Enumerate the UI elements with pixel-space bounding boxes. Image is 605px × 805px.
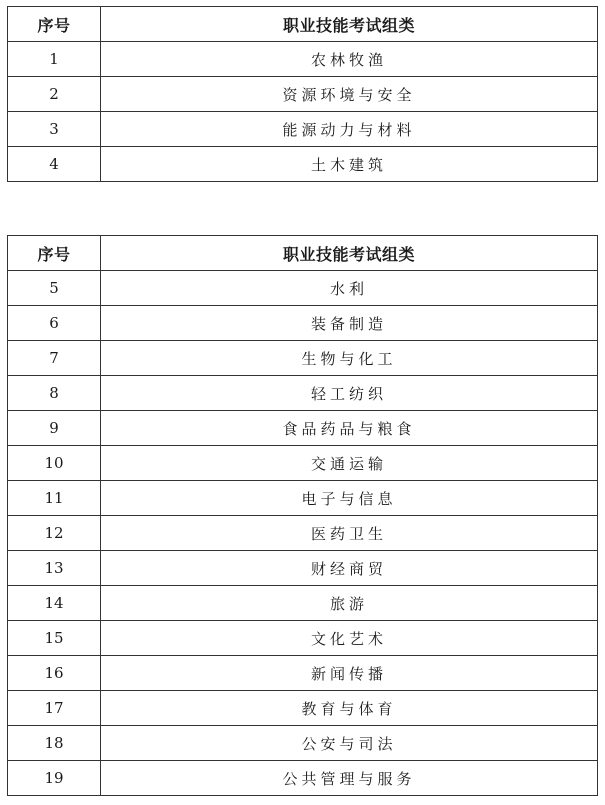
exam-category-cell: 轻工纺织 xyxy=(101,376,598,411)
exam-category-cell: 电子与信息 xyxy=(101,481,598,516)
serial-number-cell: 2 xyxy=(8,77,101,112)
serial-number-cell: 15 xyxy=(8,621,101,656)
table-row xyxy=(8,761,598,796)
table-row xyxy=(8,77,598,112)
table-row xyxy=(8,656,598,691)
table-row xyxy=(8,726,598,761)
serial-number-cell: 10 xyxy=(8,446,101,481)
exam-category-cell: 装备制造 xyxy=(101,306,598,341)
exam-category-cell: 财经商贸 xyxy=(101,551,598,586)
exam-category-cell: 文化艺术 xyxy=(101,621,598,656)
exam-category-cell: 生物与化工 xyxy=(101,341,598,376)
table-row xyxy=(8,112,598,147)
serial-number-cell: 5 xyxy=(8,271,101,306)
table-row xyxy=(8,691,598,726)
exam-category-cell: 水利 xyxy=(101,271,598,306)
table-row xyxy=(8,516,598,551)
exam-category-cell: 公共管理与服务 xyxy=(101,761,598,796)
exam-category-cell: 土木建筑 xyxy=(101,147,598,182)
serial-number-cell: 11 xyxy=(8,481,101,516)
exam-category-cell: 医药卫生 xyxy=(101,516,598,551)
column-header-serial-number: 序号 xyxy=(8,236,101,271)
table-row xyxy=(8,481,598,516)
table-row xyxy=(8,306,598,341)
table-row xyxy=(8,147,598,182)
table-row xyxy=(8,621,598,656)
exam-category-cell: 新闻传播 xyxy=(101,656,598,691)
table-row xyxy=(8,411,598,446)
serial-number-cell: 4 xyxy=(8,147,101,182)
table-row xyxy=(8,271,598,306)
table-row xyxy=(8,551,598,586)
exam-category-table-1 xyxy=(7,6,598,182)
exam-category-cell: 公安与司法 xyxy=(101,726,598,761)
table-row xyxy=(8,586,598,621)
exam-category-cell: 交通运输 xyxy=(101,446,598,481)
serial-number-cell: 18 xyxy=(8,726,101,761)
exam-category-cell: 旅游 xyxy=(101,586,598,621)
serial-number-cell: 17 xyxy=(8,691,101,726)
table-header-row xyxy=(8,236,598,271)
serial-number-cell: 8 xyxy=(8,376,101,411)
serial-number-cell: 13 xyxy=(8,551,101,586)
table-row xyxy=(8,42,598,77)
serial-number-cell: 1 xyxy=(8,42,101,77)
serial-number-cell: 16 xyxy=(8,656,101,691)
serial-number-cell: 19 xyxy=(8,761,101,796)
exam-category-cell: 食品药品与粮食 xyxy=(101,411,598,446)
table-row xyxy=(8,376,598,411)
column-header-exam-category: 职业技能考试组类 xyxy=(101,7,598,42)
exam-category-cell: 教育与体育 xyxy=(101,691,598,726)
serial-number-cell: 6 xyxy=(8,306,101,341)
serial-number-cell: 7 xyxy=(8,341,101,376)
table-header-row xyxy=(8,7,598,42)
exam-category-cell: 资源环境与安全 xyxy=(101,77,598,112)
column-header-serial-number: 序号 xyxy=(8,7,101,42)
table-row xyxy=(8,446,598,481)
exam-category-cell: 能源动力与材料 xyxy=(101,112,598,147)
exam-category-table-2 xyxy=(7,235,598,796)
serial-number-cell: 14 xyxy=(8,586,101,621)
serial-number-cell: 12 xyxy=(8,516,101,551)
serial-number-cell: 9 xyxy=(8,411,101,446)
column-header-exam-category: 职业技能考试组类 xyxy=(101,236,598,271)
table-row xyxy=(8,341,598,376)
serial-number-cell: 3 xyxy=(8,112,101,147)
exam-category-cell: 农林牧渔 xyxy=(101,42,598,77)
